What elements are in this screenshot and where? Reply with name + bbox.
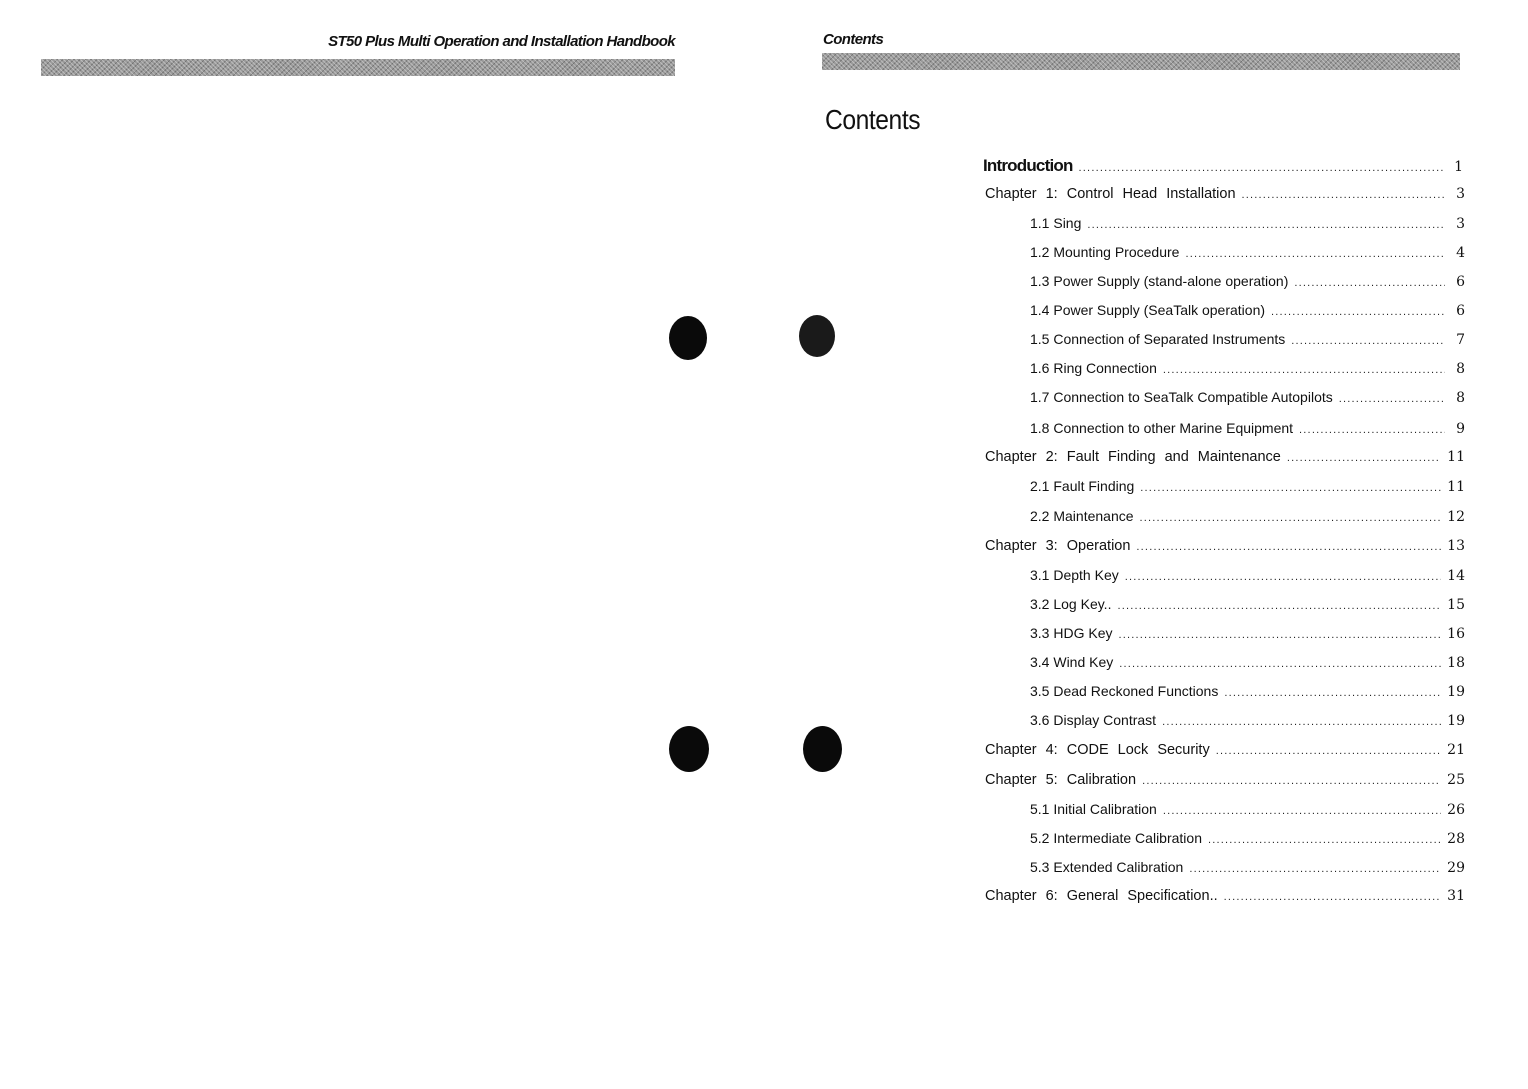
- left-header-bar: [41, 59, 675, 76]
- toc-entry-page: 19: [1447, 684, 1465, 700]
- toc-leader-dots: [1140, 512, 1442, 524]
- toc-entry-1-5[interactable]: [1030, 331, 1465, 351]
- toc-entry-page: 29: [1447, 860, 1465, 876]
- toc-entry-page: 12: [1447, 509, 1465, 525]
- toc-entry-5-1[interactable]: [1030, 801, 1465, 821]
- toc-leader-dots: [1224, 891, 1442, 903]
- toc-entry-label: Chapter 1: Control Head Installation: [985, 186, 1236, 202]
- toc-entry-1-1[interactable]: [1030, 215, 1465, 235]
- toc-entry-page: 7: [1456, 332, 1465, 348]
- toc-entry-3-3[interactable]: [1030, 625, 1465, 645]
- toc-entry-label: Chapter 2: Fault Finding and Maintenance: [985, 449, 1281, 465]
- toc-entry-page: 25: [1447, 772, 1465, 788]
- toc-leader-dots: [1117, 600, 1441, 612]
- toc-entry-page: 19: [1447, 713, 1465, 729]
- toc-entry-chapter-4[interactable]: [985, 742, 1465, 762]
- toc-entry-page: 21: [1447, 742, 1465, 758]
- toc-entry-1-2[interactable]: [1030, 244, 1465, 264]
- toc-entry-1-4[interactable]: [1030, 302, 1465, 322]
- toc-entry-label: Chapter 3: Operation: [985, 538, 1131, 554]
- toc-leader-dots: [1140, 482, 1441, 494]
- toc-entry-page: 6: [1456, 303, 1465, 319]
- toc-entry-label: 1.5 Connection of Separated Instruments: [1030, 331, 1286, 347]
- toc-entry-2-2[interactable]: [1030, 508, 1465, 528]
- toc-entry-chapter-6[interactable]: [985, 888, 1465, 908]
- toc-entry-label: 2.2 Maintenance: [1030, 508, 1134, 524]
- toc-leader-dots: [1224, 687, 1441, 699]
- toc-entry-page: 15: [1447, 597, 1465, 613]
- toc-entry-1-3[interactable]: [1030, 273, 1465, 293]
- toc-leader-dots: [1142, 775, 1441, 787]
- toc-entry-label: 3.6 Display Contrast: [1030, 712, 1157, 728]
- toc-entry-page: 6: [1456, 274, 1465, 290]
- toc-leader-dots: [1079, 162, 1443, 174]
- toc-entry-page: 11: [1447, 479, 1465, 495]
- toc-entry-label: 5.1 Initial Calibration: [1030, 801, 1157, 817]
- toc-entry-page: 8: [1456, 390, 1465, 406]
- toc-entry-page: 18: [1447, 655, 1465, 671]
- left-running-head: ST50 Plus Multi Operation and Installation Handbook: [328, 33, 675, 50]
- toc-leader-dots: [1294, 277, 1445, 289]
- right-header-bar: [822, 53, 1460, 70]
- toc-entry-page: 1: [1454, 159, 1463, 175]
- toc-leader-dots: [1162, 716, 1441, 728]
- toc-leader-dots: [1087, 219, 1445, 231]
- toc-entry-page: 26: [1447, 802, 1465, 818]
- toc-entry-page: 14: [1447, 568, 1465, 584]
- toc-leader-dots: [1136, 541, 1441, 553]
- toc-entry-page: 13: [1447, 538, 1465, 554]
- toc-entry-label: Chapter 4: CODE Lock Security: [985, 742, 1210, 758]
- toc-entry-3-5[interactable]: [1030, 683, 1465, 703]
- toc-entry-1-6[interactable]: [1030, 360, 1465, 380]
- toc-entry-label: 1.3 Power Supply (stand-alone operation): [1030, 273, 1289, 289]
- toc-entry-page: 3: [1456, 216, 1465, 232]
- binding-hole-bottom-left: [669, 726, 709, 772]
- toc-entry-page: 28: [1447, 831, 1465, 847]
- toc-leader-dots: [1271, 306, 1445, 318]
- toc-entry-1-8[interactable]: [1030, 420, 1465, 440]
- page-title: Contents: [825, 104, 921, 135]
- toc-entry-3-2[interactable]: [1030, 596, 1465, 616]
- toc-entry-page: 8: [1456, 361, 1465, 377]
- toc-entry-chapter-3[interactable]: [985, 538, 1465, 558]
- binding-hole-top-right: [799, 315, 835, 357]
- toc-leader-dots: [1291, 335, 1445, 347]
- toc-leader-dots: [1189, 863, 1441, 875]
- toc-leader-dots: [1119, 658, 1441, 670]
- toc-leader-dots: [1163, 805, 1441, 817]
- toc-entry-label: Chapter 5: Calibration: [985, 772, 1137, 788]
- toc-entry-2-1[interactable]: [1030, 478, 1465, 498]
- toc-entry-page: 4: [1456, 245, 1465, 261]
- toc-leader-dots: [1125, 571, 1441, 583]
- toc-entry-page: 11: [1447, 449, 1465, 465]
- toc-entry-label: 1.2 Mounting Procedure: [1030, 244, 1180, 260]
- toc-entry-1-7[interactable]: [1030, 389, 1465, 409]
- toc-leader-dots: [1242, 189, 1445, 201]
- toc-leader-dots: [1287, 452, 1441, 464]
- toc-entry-5-3[interactable]: [1030, 859, 1465, 879]
- toc-entry-label: 1.7 Connection to SeaTalk Compatible Autopilots: [1030, 389, 1333, 405]
- toc-entry-label: 3.1 Depth Key: [1030, 567, 1119, 583]
- toc-entry-label: Introduction: [983, 156, 1073, 175]
- toc-entry-label: 1.6 Ring Connection: [1030, 360, 1157, 376]
- toc-entry-label: 1.1 Sing: [1030, 215, 1082, 231]
- toc-entry-chapter-5[interactable]: [985, 772, 1465, 792]
- right-running-head: Contents: [823, 31, 884, 48]
- toc-entry-label: 3.5 Dead Reckoned Functions: [1030, 683, 1219, 699]
- toc-entry-page: 3: [1456, 186, 1465, 202]
- binding-hole-top-left: [669, 316, 707, 360]
- toc-entry-label: 1.4 Power Supply (SeaTalk operation): [1030, 302, 1266, 318]
- toc-entry-3-1[interactable]: [1030, 567, 1465, 587]
- toc-leader-dots: [1208, 834, 1441, 846]
- toc-entry-label: 3.3 HDG Key: [1030, 625, 1113, 641]
- toc-entry-label: 2.1 Fault Finding: [1030, 478, 1135, 494]
- toc-entry-chapter-1[interactable]: [985, 186, 1465, 206]
- toc-leader-dots: [1299, 424, 1445, 436]
- toc-leader-dots: [1216, 745, 1441, 757]
- toc-entry-label: Chapter 6: General Specification..: [985, 888, 1218, 904]
- binding-hole-bottom-right: [803, 726, 842, 772]
- toc-leader-dots: [1118, 629, 1441, 641]
- toc-entry-introduction[interactable]: [983, 156, 1463, 176]
- toc-entry-chapter-2[interactable]: [985, 449, 1465, 469]
- toc-entry-label: 5.2 Intermediate Calibration: [1030, 830, 1202, 846]
- toc-entry-label: 3.2 Log Key..: [1030, 596, 1112, 612]
- toc-entry-page: 31: [1447, 888, 1465, 904]
- toc-entry-page: 9: [1456, 421, 1465, 437]
- toc-leader-dots: [1163, 364, 1445, 376]
- toc-entry-3-6[interactable]: [1030, 712, 1465, 732]
- toc-entry-3-4[interactable]: [1030, 654, 1465, 674]
- toc-entry-label: 3.4 Wind Key: [1030, 654, 1114, 670]
- toc-entry-page: 16: [1447, 626, 1465, 642]
- toc-leader-dots: [1185, 248, 1445, 260]
- toc-entry-label: 1.8 Connection to other Marine Equipment: [1030, 420, 1294, 436]
- toc-leader-dots: [1339, 393, 1445, 405]
- toc-entry-label: 5.3 Extended Calibration: [1030, 859, 1184, 875]
- toc-entry-5-2[interactable]: [1030, 830, 1465, 850]
